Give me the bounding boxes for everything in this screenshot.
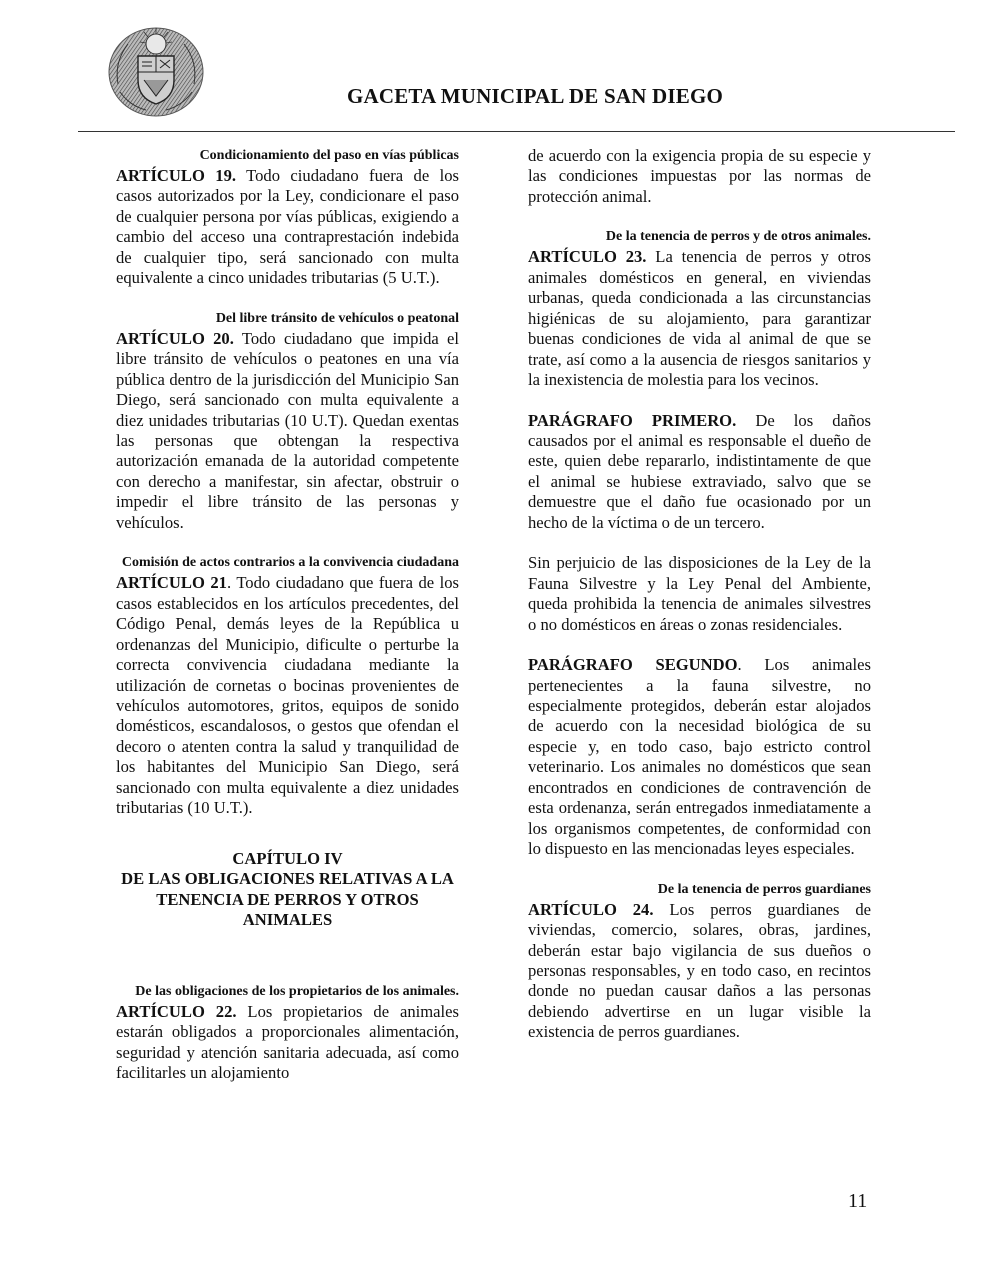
gazette-title: GACETA MUNICIPAL DE SAN DIEGO	[346, 84, 724, 108]
page-number: 11	[848, 1190, 868, 1212]
article-20	[116, 329, 459, 534]
paragraph-segundo	[528, 655, 871, 860]
header-divider	[78, 131, 955, 132]
article-21	[116, 573, 459, 818]
paragraph-segundo-text: . Los animales pertenecientes a la fauna silvestre, no especialmente protegidos, deberán estar alojados de acuerdo con la necesidad biológica de su especie y, en todo caso, bajo estricto control veterinario. Los animales no domésticos que sean encontrados en condiciones de contravención de esta ordenanza, serán entregados inmediatamente a los organismos competentes, de conformidad con lo dispuesto en las mencionadas leyes especiales.	[528, 655, 871, 859]
article-21-label: ARTÍCULO 21	[116, 573, 227, 593]
article-23	[528, 247, 871, 390]
article-22-heading: De las obligaciones de los propietarios de los animales.	[135, 983, 459, 999]
article-24	[528, 900, 871, 1043]
article-22-text: Los propietarios de animales estarán obligados a proporcionales alimentación, seguridad y atención sanitaria adecuada, así como facilitarles un alojamiento	[116, 1001, 459, 1083]
article-22-continuation: de acuerdo con la exigencia propia de su especie y las condiciones impuestas por las normas de protección animal.	[528, 146, 871, 206]
article-24-label: ARTÍCULO 24.	[528, 899, 654, 919]
right-column	[528, 146, 871, 1063]
article-23-label: ARTÍCULO 23.	[528, 247, 647, 267]
article-19-text: Todo ciudadano fuera de los casos autorizados por la Ley, condicionare el paso de cualquier persona por vías públicas, exigiendo a cambio del acceso una contraprestación indebida de cualquier tipo, será sancionado con multa equivalente a cinco unidades tributarias (5 U.T.).	[116, 166, 459, 288]
chapter-heading	[116, 849, 459, 931]
chapter-number: CAPÍTULO IV	[232, 848, 343, 868]
article-22-label: ARTÍCULO 22.	[116, 1001, 237, 1021]
article-22	[116, 1002, 459, 1084]
paragraph-segundo-label: PARÁGRAFO SEGUNDO	[528, 655, 738, 675]
article-21-heading: Comisión de actos contrarios a la convivencia ciudadana	[121, 555, 459, 571]
article-23-heading: De la tenencia de perros y de otros animales.	[605, 229, 871, 245]
article-21-text: . Todo ciudadano que fuera de los casos establecidos en los artículos precedentes, del Código Penal, demás leyes de la República u ordenanzas del Municipio, dificulte o perturbe la correcta convivencia ciudadana mediante la utilización de cornetas o bocinas provenientes de vehículos automotores, gritos, equipos de sonido domésticos, escandalosos, o gestos que ofendan el decoro o atenten contra la salud y tranquilidad de los habitantes del Municipio San Diego, será sancionado con multa equivalente a diez unidades tributarias (10 U.T.).	[116, 573, 459, 818]
article-24-heading: De la tenencia de perros guardianes	[657, 881, 871, 897]
paragraph-primero-text: De los daños causados por el animal es responsable el dueño de este, quien debe repararlo, indistintamente de que el animal se hubiese extraviado, salvo que se demuestre que el daño fue ocasionado por un hecho de la víctima o de un tercero.	[528, 410, 871, 532]
article-20-text: Todo ciudadano que impida el libre tránsito de vehículos o peatones en una vía pública dentro de la jurisdicción del Municipio San Diego, será sancionado con multa equivalente a diez unidades tributarias (10 U.T). Quedan exentas las personas que obtengan la respectiva autorización emanada de la autoridad competente con derecho a manifestar, sin afectar, obstruir o impedir el libre tránsito de las personas y vehículos.	[116, 328, 459, 532]
article-19-label: ARTÍCULO 19.	[116, 166, 237, 185]
article-20-label: ARTÍCULO 20.	[116, 328, 234, 348]
left-column	[116, 146, 459, 1104]
article-19	[116, 166, 459, 289]
article-23-text: La tenencia de perros y otros animales domésticos en general, en viviendas urbanas, queda condicionada a las circunstancias higiénicas de su alojamiento, para garantizar buenas condiciones de vida al animal de que se trate, así como a la ausencia de riesgos sanitarios y la inexistencia de molestia para los vecinos.	[528, 247, 871, 390]
article-24-text: Los perros guardianes de viviendas, comercio, solares, obras, jardines, deberán estar bajo vigilancia de sus dueños o personas responsables, y en todo caso, en recintos donde no puedan causar daños a las personas debiendo advertirse en un lugar visible la existencia de perros guardianes.	[528, 899, 871, 1042]
municipal-seal-icon	[106, 22, 206, 118]
article-20-heading: Del libre tránsito de vehículos o peatonal	[215, 310, 459, 326]
wildlife-paragraph: Sin perjuicio de las disposiciones de la Ley de la Fauna Silvestre y la Ley Penal del Ambiente, queda prohibida la tenencia de animales silvestres o no domésticos en áreas o zonas residenciales.	[528, 553, 871, 634]
paragraph-primero	[528, 411, 871, 534]
chapter-title: DE LAS OBLIGACIONES RELATIVAS A LA TENENCIA DE PERROS Y OTROS ANIMALES	[121, 869, 454, 930]
article-19-heading: Condicionamiento del paso en vías públicas	[199, 148, 459, 163]
paragraph-primero-label: PARÁGRAFO PRIMERO.	[528, 410, 737, 430]
